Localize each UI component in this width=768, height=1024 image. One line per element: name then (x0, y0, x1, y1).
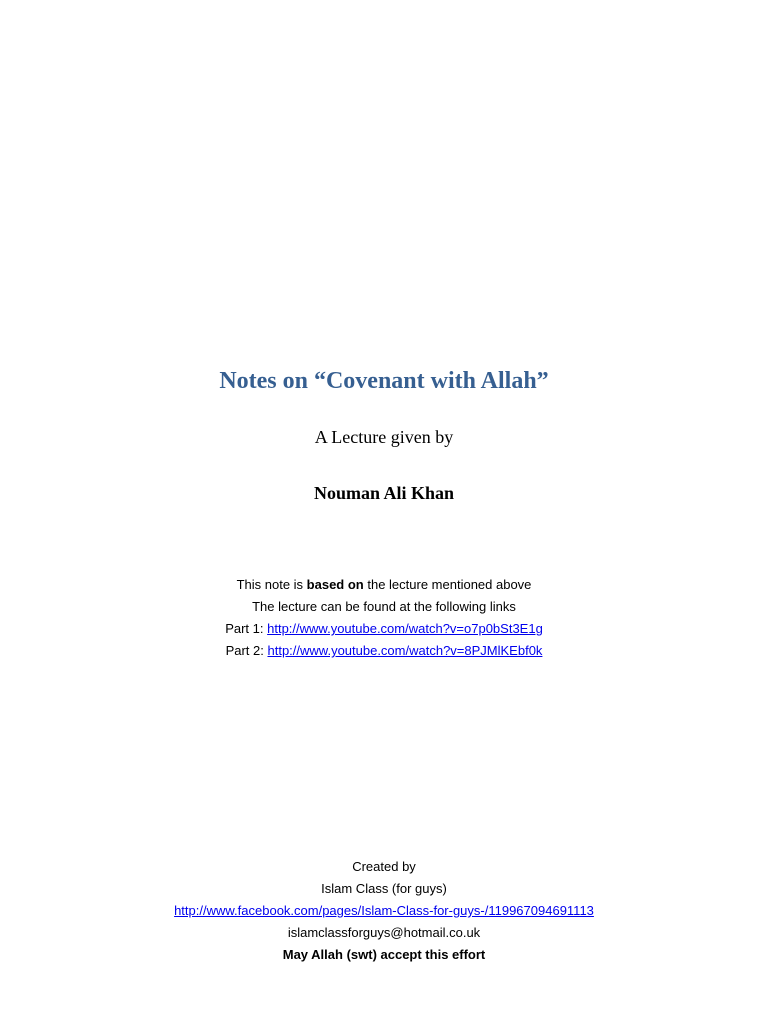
document-subtitle: A Lecture given by (314, 427, 454, 447)
note-basis-line (0, 574, 768, 596)
note-basis-bold: based on (306, 577, 364, 592)
contact-email: islamclassforguys@hotmail.co.uk (287, 925, 481, 940)
facebook-line (0, 900, 768, 922)
created-by-label: Created by (352, 859, 416, 874)
closing-prayer (0, 944, 768, 966)
part2-label: Part 2: (225, 643, 268, 658)
credits-block (0, 856, 768, 966)
group-name: Islam Class (for guys) (321, 881, 447, 896)
part2-link[interactable]: http://www.youtube.com/watch?v=8PJMlKEbf0k (267, 643, 543, 658)
facebook-link[interactable]: http://www.facebook.com/pages/Islam-Class-for-guys-/119967094691113 (174, 903, 594, 918)
lecture-notes-block (0, 574, 768, 662)
author-name: Nouman Ali Khan (313, 483, 455, 503)
part2-line (0, 640, 768, 662)
part1-line (0, 618, 768, 640)
document-title: Notes on “Covenant with Allah” (219, 368, 549, 394)
note-basis-text-post: the lecture mentioned above (363, 577, 532, 592)
closing-prayer-text: May Allah (swt) accept this effort (282, 947, 486, 962)
part1-label: Part 1: (225, 621, 268, 636)
part1-link[interactable]: http://www.youtube.com/watch?v=o7p0bSt3E1g (267, 621, 543, 636)
note-basis-text-pre: This note is (236, 577, 307, 592)
lecture-location-line: The lecture can be found at the following links (252, 599, 516, 614)
